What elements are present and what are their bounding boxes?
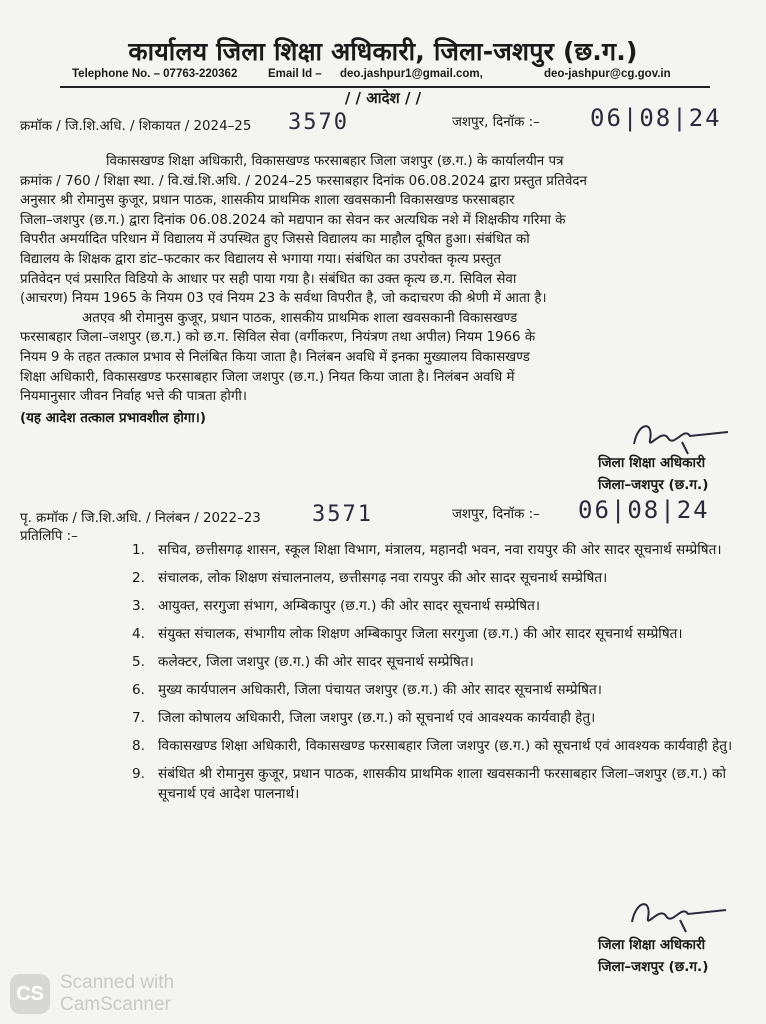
effective-note: (यह आदेश तत्काल प्रभावशील होगा।) (20, 410, 207, 426)
body-line: क्रमांक / 760 / शिक्षा स्था. / वि.खं.शि.अधि. / 2024–25 फरसाबहार दिनांक 06.08.2024 द्वारा प्रस्तुत प्रतिवेदन (20, 173, 587, 189)
item-number: 1. (132, 542, 145, 558)
list-item (118, 736, 738, 756)
signatory-place: जिला–जशपुर (छ.ग.) (598, 477, 709, 493)
body-line: अनुसार श्री रोमानुस कुजूर, प्रधान पाठक, शासकीय प्राथमिक शाला खवसकानी विकासखण्ड फरसाबहार (20, 193, 515, 209)
contact-line (72, 68, 712, 84)
list-item (118, 596, 738, 616)
body-line: जिला–जशपुर (छ.ग.) द्वारा दिनांक 06.08.2024 को मद्यपान का सेवन कर अत्यधिक नशे में शिक्षकीय गरिमा के (20, 212, 566, 228)
office-title: कार्यालय जिला शिक्षा अधिकारी, जिला-जशपुर (छ.ग.) (128, 37, 638, 66)
endorsement-place-date: जशपुर, दिनॉक :– (452, 507, 540, 522)
item-number: 8. (132, 738, 145, 754)
copy-label: प्रतिलिपि :– (20, 529, 78, 544)
order-ref-number: 3570 (288, 110, 349, 135)
item-text: सचिव, छत्तीसगढ़ शासन, स्कूल शिक्षा विभाग, मंत्रालय, महानदी भवन, नवा रायपुर की ओर सादर सूचनार्थ सम्प्रेषित। (158, 542, 722, 558)
list-item (118, 680, 738, 700)
item-number: 6. (132, 682, 145, 698)
order-body (20, 152, 748, 428)
signatory-title: जिला शिक्षा अधिकारी (598, 455, 706, 471)
item-number: 4. (132, 626, 145, 642)
item-text: संयुक्त संचालक, संभागीय लोक शिक्षण अम्बिकापुर जिला सरगुजा (छ.ग.) की ओर सादर सूचनार्थ सम्प्रेषित। (158, 626, 683, 642)
email-primary: deo.jashpur1@gmail.com, (340, 68, 483, 80)
item-text: संचालक, लोक शिक्षण संचालनालय, छत्तीसगढ़ नवा रायपुर की ओर सादर सूचनार्थ सम्प्रेषित। (158, 570, 608, 586)
item-text: विकासखण्ड शिक्षा अधिकारी, विकासखण्ड फरसाबहार जिला जशपुर (छ.ग.) को सूचनार्थ एवं आवश्यक कार्यवाही हेतु। (158, 738, 733, 754)
order-heading: / / आदेश / / (344, 89, 422, 107)
item-number: 2. (132, 570, 145, 586)
body-line: शिक्षा अधिकारी, विकासखण्ड फरसाबहार जिला जशपुर (छ.ग.) नियत किया जाता है। निलंबन अवधि में (20, 369, 515, 385)
email-label: Email Id – (268, 68, 322, 80)
item-number: 3. (132, 598, 145, 614)
body-line: नियमानुसार जीवन निर्वाह भत्ते की पात्रता होगी। (20, 389, 247, 405)
list-item (118, 568, 738, 588)
order-ref: क्रमॉक / जि.शि.अधि. / शिकायत / 2024–25 (20, 119, 252, 134)
list-item (118, 708, 738, 728)
telephone: Telephone No. – 07763-220362 (72, 68, 238, 80)
signature-mark (626, 892, 736, 938)
watermark-text (60, 972, 174, 1016)
item-number: 7. (132, 710, 145, 726)
body-line: विपरीत अमर्यादित परिधान में विद्यालय में उपस्थित हुए जिससे विद्यालय का माहौल दूषित हुआ। संबंधित को (20, 232, 530, 248)
camscanner-logo-icon: CS (10, 974, 50, 1014)
copy-list (118, 540, 738, 812)
item-text: संबंधित श्री रोमानुस कुजूर, प्रधान पाठक, शासकीय प्राथमिक शाला खवसकानी फरसाबहार जिला–जशपुर (छ.ग.) को सूचनार्थ एवं आदेश पालनार्थ। (158, 766, 727, 802)
list-item (118, 764, 738, 804)
endorsement-ref-number: 3571 (312, 502, 373, 527)
body-line: फरसाबहार जिला–जशपुर (छ.ग.) को छ.ग. सिविल सेवा (वर्गीकरण, नियंत्रण तथा अपील) नियम 1966 के (20, 330, 536, 346)
item-number: 9. (132, 766, 145, 782)
body-line: (आचरण) नियम 1965 के नियम 03 एवं नियम 23 के सर्वथा विपरीत है, जो कदाचरण की श्रेणी में आता है। (20, 291, 547, 307)
endorsement-ref: पृ. क्रमॉक / जि.शि.अधि. / निलंबन / 2022–23 (20, 511, 261, 526)
email-secondary: deo-jashpur@cg.gov.in (544, 68, 671, 80)
body-line: विकासखण्ड शिक्षा अधिकारी, विकासखण्ड फरसाबहार जिला जशपुर (छ.ग.) के कार्यालयीन पत्र (106, 154, 564, 169)
signatory-place: जिला–जशपुर (छ.ग.) (598, 959, 709, 975)
list-item (118, 624, 738, 644)
order-date: 06|08|24 (590, 104, 722, 132)
signatory-title: जिला शिक्षा अधिकारी (598, 937, 706, 953)
item-number: 5. (132, 654, 145, 670)
item-text: जिला कोषालय अधिकारी, जिला जशपुर (छ.ग.) को सूचनार्थ एवं आवश्यक कार्यवाही हेतु। (158, 710, 596, 726)
body-line: नियम 9 के तहत तत्काल प्रभाव से निलंबित किया जाता है। निलंबन अवधि में इनका मुख्यालय विकासखण्ड (20, 349, 530, 365)
list-item (118, 652, 738, 672)
body-line: अतएव श्री रोमानुस कुजूर, प्रधान पाठक, शासकीय प्राथमिक शाला खवसकानी विकासखण्ड (82, 310, 518, 326)
watermark-line1: Scanned with (60, 972, 175, 993)
signature-block (598, 452, 708, 496)
signature-block (598, 934, 708, 978)
order-place-date: जशपुर, दिनॉक :– (452, 115, 540, 130)
camscanner-watermark (10, 972, 250, 1016)
item-text: आयुक्त, सरगुजा संभाग, अम्बिकापुर (छ.ग.) की ओर सादर सूचनार्थ सम्प्रेषित। (158, 598, 541, 614)
endorsement-date: 06|08|24 (578, 496, 710, 524)
item-text: कलेक्टर, जिला जशपुर (छ.ग.) की ओर सादर सूचनार्थ सम्प्रेषित। (158, 654, 474, 670)
watermark-line2: CamScanner (60, 994, 171, 1015)
item-text: मुख्य कार्यपालन अधिकारी, जिला पंचायत जशपुर (छ.ग.) की ओर सादर सूचनार्थ सम्प्रेषित। (158, 682, 602, 698)
body-line: प्रतिवेदन एवं प्रसारित विडियो के आधार पर सही पाया गया है। संबंधित का उक्त कृत्य छ.ग. सिविल सेवा (20, 271, 517, 287)
list-item (118, 540, 738, 560)
body-line: विद्यालय के शिक्षक द्वारा डांट–फटकार कर विद्यालय से भगाया गया। संबंधित का उपरोक्त कृत्य प्रस्तुत (20, 251, 501, 267)
